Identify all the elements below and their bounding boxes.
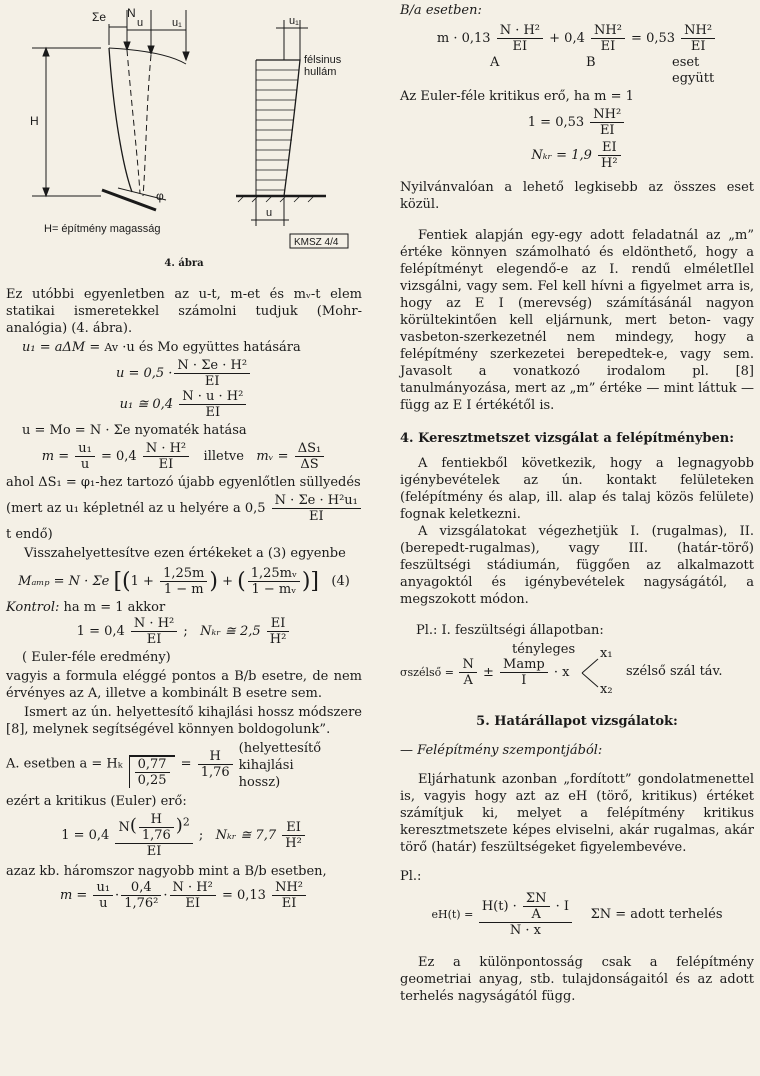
eh-den: N · x xyxy=(509,923,541,938)
eq-last-f3n: N · H² xyxy=(170,880,216,896)
lbl-b: B xyxy=(586,55,596,70)
kontrol-text: ha m = 1 akkor xyxy=(59,600,166,615)
sigma-f2d: I xyxy=(521,673,527,688)
label-u-bottom: u xyxy=(266,207,273,219)
eq3-n: EI xyxy=(598,140,621,156)
eq-e1-frac xyxy=(115,812,192,859)
eh-note: ΣN = adott terhelés xyxy=(590,907,723,922)
label-u1-right: u₁ xyxy=(289,15,299,27)
sigma-pm: ± xyxy=(478,665,499,680)
eq-last-frac-2 xyxy=(121,880,161,911)
eq-4-a: 1 + xyxy=(130,574,159,589)
eq-u1b-num: N · u · H² xyxy=(179,389,246,405)
right-para-6: Eljárhatunk azonban „fordított” gondolatmenettel is, vagyis hogy azt az eH (törő, kritikus) értéket számítjuk ki, melyet a felépítmény kritikus keresztmetszete képes elviselni, akár rugalmas, akár törő (határ) feszültségeket figyelembevéve. xyxy=(400,772,754,855)
eq1-f2d: EI xyxy=(600,39,616,54)
label-u1: u₁ xyxy=(172,17,182,29)
left-para-3-frac xyxy=(272,493,361,524)
sine-wave-diagram xyxy=(236,15,348,248)
section-5-sub xyxy=(400,742,754,759)
eq-u1 xyxy=(22,339,362,356)
left-para-1: Ez utóbbi egyenletben az u-t, m-et és mᵥ-t elem statikai ismeretekkel számolni tudjuk (Mohr-analógia) (4. ábra). xyxy=(6,287,362,336)
eq2-d: EI xyxy=(599,123,615,138)
eq-e1-sq: 2 xyxy=(182,815,190,829)
eq-hk-table xyxy=(6,740,321,791)
eq-4-paren-open: ( xyxy=(237,569,246,594)
sigma-x: · x xyxy=(549,665,570,680)
eq-k1-d: EI xyxy=(146,632,162,647)
eq1-f1n: N · H² xyxy=(497,23,543,39)
eq-4-f1n: 1,25m xyxy=(160,566,207,582)
eq-u1b-frac xyxy=(179,389,246,420)
eq-bla xyxy=(400,23,754,54)
eq1-f1d: EI xyxy=(512,39,528,54)
eq1-f2n: NH² xyxy=(591,23,625,39)
left-para-8: ezért a kritikus (Euler) erő: xyxy=(6,794,187,809)
kontrol-label: Kontrol: xyxy=(6,600,60,615)
left-para-5: vagyis a formula eléggé pontos a B/b esetre, de nem érvényes az A, illetve a kombinált B esetre sem. xyxy=(6,669,362,701)
eq-e1-lhs: 1 = 0,4 xyxy=(61,828,114,843)
eq2-lhs: 1 = 0,53 xyxy=(527,115,589,130)
left-column xyxy=(6,0,362,911)
eq-4 xyxy=(6,566,362,597)
eq-last-frac-4 xyxy=(272,880,306,911)
eq1-f3d: EI xyxy=(690,39,706,54)
eq-e2-d: H² xyxy=(285,836,302,851)
eq-m-mid: = 0,4 xyxy=(96,449,141,464)
label-n: N xyxy=(127,6,136,20)
eq2 xyxy=(400,107,754,138)
eq-e1-paren-open: ( xyxy=(129,815,137,836)
label-wave: félsinus xyxy=(304,54,342,66)
eq-k1-lhs: 1 = 0,4 xyxy=(76,624,129,639)
eq-k1-frac xyxy=(131,616,177,647)
pl-2: Pl.: xyxy=(400,869,422,884)
eq-e2-lhs: Nₖᵣ ≅ 7,7 xyxy=(215,828,281,843)
eq-hk-frac xyxy=(198,749,233,780)
eq-hk-d: 1,76 xyxy=(200,764,230,780)
eq-u-num: N · Σe · H² xyxy=(174,358,250,374)
left-para-6: Ismert az ún. helyettesítő kihajlási hossz módszere [8], melynek segítségével könnyen boldogolunk”. xyxy=(6,705,362,737)
sigma-frac-2 xyxy=(500,657,548,688)
figure-4 xyxy=(6,0,362,255)
sigma-f1d: A xyxy=(463,673,473,688)
eq-eh xyxy=(400,891,754,938)
eq-sigma-row xyxy=(400,657,569,688)
eq-4-frac-1 xyxy=(160,566,207,597)
sigma-f1n: N xyxy=(459,657,476,673)
eq-4-bracket-open: [( xyxy=(113,569,131,594)
eq-hk-root-top xyxy=(129,740,175,756)
eq-4-number: (4) xyxy=(331,574,350,589)
eq-k2-d: H² xyxy=(269,632,287,647)
eq-k2-n: EI xyxy=(267,616,290,632)
figure-caption: 4. ábra xyxy=(164,258,204,269)
eq-4-f1d: 1 − m xyxy=(163,582,204,597)
eq1-frac-2 xyxy=(591,23,625,54)
eq-e1-paren-close: ) xyxy=(175,815,183,836)
eq-last-f2d: 1,76² xyxy=(124,896,159,911)
eq-hk-n: H xyxy=(198,749,233,765)
eq-e1-num: N( $\frac{H}{1,76}$ )$^2$ xyxy=(115,812,192,844)
eq-m-f1n: u₁ xyxy=(75,441,95,457)
eq1-frac-3 xyxy=(681,23,715,54)
eq-last-f2n: 0,4 xyxy=(121,880,161,896)
eh-num-b: · I xyxy=(551,899,570,914)
eq-hk-root-frac xyxy=(129,740,175,788)
eq-4-f2d: 1 − mᵥ xyxy=(251,582,297,597)
left-para-4: Visszahelyettesítve ezen értékeket a (3) egyenbe xyxy=(24,546,346,561)
eq-e2-n: EI xyxy=(282,820,305,836)
eq-4-paren-close: ) xyxy=(209,569,218,594)
eq-u xyxy=(6,358,362,389)
eq-u1b-lhs: u₁ ≅ 0,4 xyxy=(119,397,178,412)
sigma-note: szélső szál táv. xyxy=(626,664,723,679)
kontrol-line xyxy=(6,599,362,616)
sigma-frac-1 xyxy=(459,657,476,688)
right-para-4: A fentiekből következik, hogy a legnagyobb igénybevételek az ún. kontakt felületeken (felépítmény és alap, ill. alap és talaj közös felülete) fognak keletkezni. xyxy=(400,456,754,522)
kmsz-stamp: KMSZ 4/4 xyxy=(294,237,339,248)
label-se: Σe xyxy=(92,10,107,24)
eq-k2-lhs: Nₖᵣ ≅ 2,5 xyxy=(200,624,265,639)
label-wave-2: hullám xyxy=(304,66,337,78)
eq-e1-in-d: 1,76 xyxy=(141,828,171,843)
eq2-n: NH² xyxy=(590,107,624,123)
eq-last-frac-3 xyxy=(170,880,216,911)
section-4-heading: 4. Keresztmetszet vizsgálat a felépítményben: xyxy=(400,431,735,446)
eq-u1-rhs: ·u és Mo együttes hatására xyxy=(118,340,301,355)
eq-sigma xyxy=(400,641,754,699)
left-para-3b: t endő) xyxy=(6,527,53,542)
eq3-frac xyxy=(598,140,621,171)
right-para-7: Ez a különpontosság csak a felépítmény geometriai anyag, stb. tulajdonságaitól és az adott terhelés nagyságától függ. xyxy=(400,955,754,1004)
eq-hk-root-inner xyxy=(135,757,170,788)
eq-last-f4n: NH² xyxy=(272,880,306,896)
eq-hk-note: (helyettesítő kihajlási hossz) xyxy=(238,741,322,790)
eq-m xyxy=(6,441,362,472)
lbl-eset: eset xyxy=(672,55,700,70)
eq-e1-in-n: H xyxy=(139,812,174,828)
eq3-lhs: Nₖᵣ = 1,9 xyxy=(531,148,597,163)
eq-hk-cell xyxy=(6,740,235,791)
eq-last-lhs: m = xyxy=(59,888,92,903)
section-5-sub-text: — Felépítmény szempontjából: xyxy=(400,743,603,758)
eq-hk-root xyxy=(129,756,175,788)
eq-last-frac-1 xyxy=(93,880,113,911)
eh-frac xyxy=(479,891,572,938)
eq-4-plus: + xyxy=(217,574,238,589)
eq-mv-lhs: mᵥ = xyxy=(256,449,293,464)
eq-bla-labels xyxy=(400,54,754,88)
eq-m-frac-1 xyxy=(75,441,95,472)
eq-4-lhs: Mₐₘₚ = N · Σe xyxy=(18,574,114,589)
eq1-plus: + 0,4 xyxy=(545,31,589,46)
eq-m-final: m = $\frac{\text{u₁}}{u}$ · $\frac{0,4}{\text{1,76²}}$ · $\frac{\text{N · H²}}{EI}$ = 0,13 $\frac{\text{NH²}}{EI}$ xyxy=(6,880,362,911)
left-para-9: azaz kb. háromszor nagyobb mint a B/b esetben, xyxy=(6,864,327,879)
eh-num-a: H(t) · xyxy=(481,899,521,914)
left-para-2: ahol ΔS₁ = φ₁-hez tartozó újabb egyenlőtlen süllyedés xyxy=(6,475,361,490)
eq-e1-d: EI xyxy=(146,844,162,859)
eq-e2-frac xyxy=(282,820,305,851)
eq-m-lhs: m = xyxy=(41,449,74,464)
sigma-lhs: σszélső = xyxy=(400,666,458,679)
eq-mv-n: ΔS₁ xyxy=(295,441,325,457)
eq-e1-in-frac xyxy=(139,812,174,843)
eq-k1-sep: ; xyxy=(179,624,201,639)
eq-u1b xyxy=(6,389,362,420)
eq-mv-d: ΔS xyxy=(300,457,319,472)
eq-kontrol xyxy=(6,616,362,647)
eq-u1-lhs: u₁ = aΔM = xyxy=(22,340,105,355)
column-deflection-diagram xyxy=(30,6,189,235)
eq-mo: u = Mo = N · Σe nyomaték hatása xyxy=(22,423,247,438)
eq-u-den: EI xyxy=(204,374,220,389)
left-para-3a: (mert az u₁ képletnél az u helyére a 0,5 xyxy=(6,501,270,516)
left-para-3 xyxy=(6,493,362,524)
eq-mv-frac xyxy=(295,441,325,472)
eq-m-illetve: illetve xyxy=(191,449,257,464)
figure-h-caption: H= építmény magasság xyxy=(44,223,161,235)
eq2-frac xyxy=(590,107,624,138)
label-h: H xyxy=(30,114,39,128)
eq-4-frac-2 xyxy=(248,566,300,597)
eq-4-f2n: 1,25mᵥ xyxy=(248,566,300,582)
right-para-2: Nyilvánvalóan a lehető legkisebb az összes eset közül. xyxy=(400,180,754,212)
eq-u1b-den: EI xyxy=(205,405,221,420)
eh-num-in-frac xyxy=(523,891,550,922)
eq-m-f1d: u xyxy=(80,457,90,472)
eq-last-mid: = 0,13 xyxy=(217,888,271,903)
bla-heading xyxy=(400,2,754,19)
eq-hk-eq: = xyxy=(176,756,196,772)
sigma-f2n: Mamp xyxy=(500,657,548,673)
eq-e1-sep: ; xyxy=(194,828,216,843)
eq-u1-mid: Av xyxy=(104,341,119,354)
lbl-egyutt: együtt xyxy=(672,71,715,86)
eq-last-f1d: u xyxy=(99,896,108,911)
eq1-frac-1 xyxy=(497,23,543,54)
right-para-1: Az Euler-féle kritikus erő, ha m = 1 xyxy=(400,89,634,104)
eq-u-frac xyxy=(174,358,250,389)
bla-text: B/a esetben: xyxy=(400,3,482,18)
eq-hk-root-n: 0,77 xyxy=(135,757,170,773)
eh-lhs: eH(t) = xyxy=(431,908,477,921)
eq-m-f2n: N · H² xyxy=(143,441,189,457)
eq1-lhs: m · 0,13 xyxy=(436,31,495,46)
eq3 xyxy=(400,140,754,171)
eq-4-bracket-close: )] xyxy=(301,569,320,594)
eq3-d: H² xyxy=(601,156,618,171)
label-u: u xyxy=(137,17,144,29)
eq-hk-lhs: A. esetben a = Hₖ xyxy=(6,756,123,772)
eh-num-in-d: A xyxy=(531,907,541,922)
eq-k1-n: N · H² xyxy=(131,616,177,632)
left-para-3-num: N · Σe · H²u₁ xyxy=(272,493,361,509)
eq-m-f2d: EI xyxy=(158,457,174,472)
right-column xyxy=(400,0,754,1005)
lbl-a: A xyxy=(490,55,500,70)
left-para-3-den: EI xyxy=(308,509,324,524)
right-para-3: Fentiek alapján egy-egy adott feladatnál az „m” értéke könnyen számolható és eldönthető, hogy a felépítményt elegendő-e az I. rendű elméletIlel vizsgálni, vagy sem. Fel kell hívni a figyelmet arra is, hogy az E I (merevség) számításánál nagyon körültekintően kell eljárnunk, mert beton- vagy vasbeton-szerkezetnél nem mindegy, hogy a felépítmény szerkezetei berepedtek-e, vagy sem. Javasolt a vonatkozó irodalom pl. [8] tanulmányozása, mert az „m” értéke — mint láttuk — függ az E I értékétől is. xyxy=(400,228,754,413)
eq-hk-root-d: 0,25 xyxy=(137,773,167,788)
section-5-heading: 5. Határállapot vizsgálatok: xyxy=(476,714,678,729)
eq1-mid: = 0,53 xyxy=(626,31,680,46)
eq-k2-frac xyxy=(267,616,290,647)
sigma-x2: x₂ xyxy=(600,682,613,697)
eh-num xyxy=(479,891,572,923)
sigma-x1: x₁ xyxy=(600,646,613,661)
tenyleges-label: tényleges xyxy=(512,642,576,657)
eq-last-f3d: EI xyxy=(185,896,200,911)
eq-last-f1n: u₁ xyxy=(93,880,113,896)
label-phi: φ xyxy=(156,189,164,203)
euler-note: ( Euler-féle eredmény) xyxy=(22,650,171,665)
eq-m-frac-2 xyxy=(143,441,189,472)
eh-num-in-n: ΣN xyxy=(523,891,550,907)
eq-euler xyxy=(6,812,362,859)
right-para-5: A vizsgálatokat végezhetjük I. (rugalmas), II. (berepedt-rugalmas), vagy III. (határ-törő) feszültségi stádiumán, függően az alkalmazott anyagoktól és igénybevételek nagyságától, a megszokott módon. xyxy=(400,524,754,607)
eq1-f3n: NH² xyxy=(681,23,715,39)
eq-u-lhs: u = 0,5 · xyxy=(115,366,173,381)
eq-last-f4d: EI xyxy=(281,896,297,911)
pl-1: Pl.: I. feszültségi állapotban: xyxy=(416,623,604,638)
